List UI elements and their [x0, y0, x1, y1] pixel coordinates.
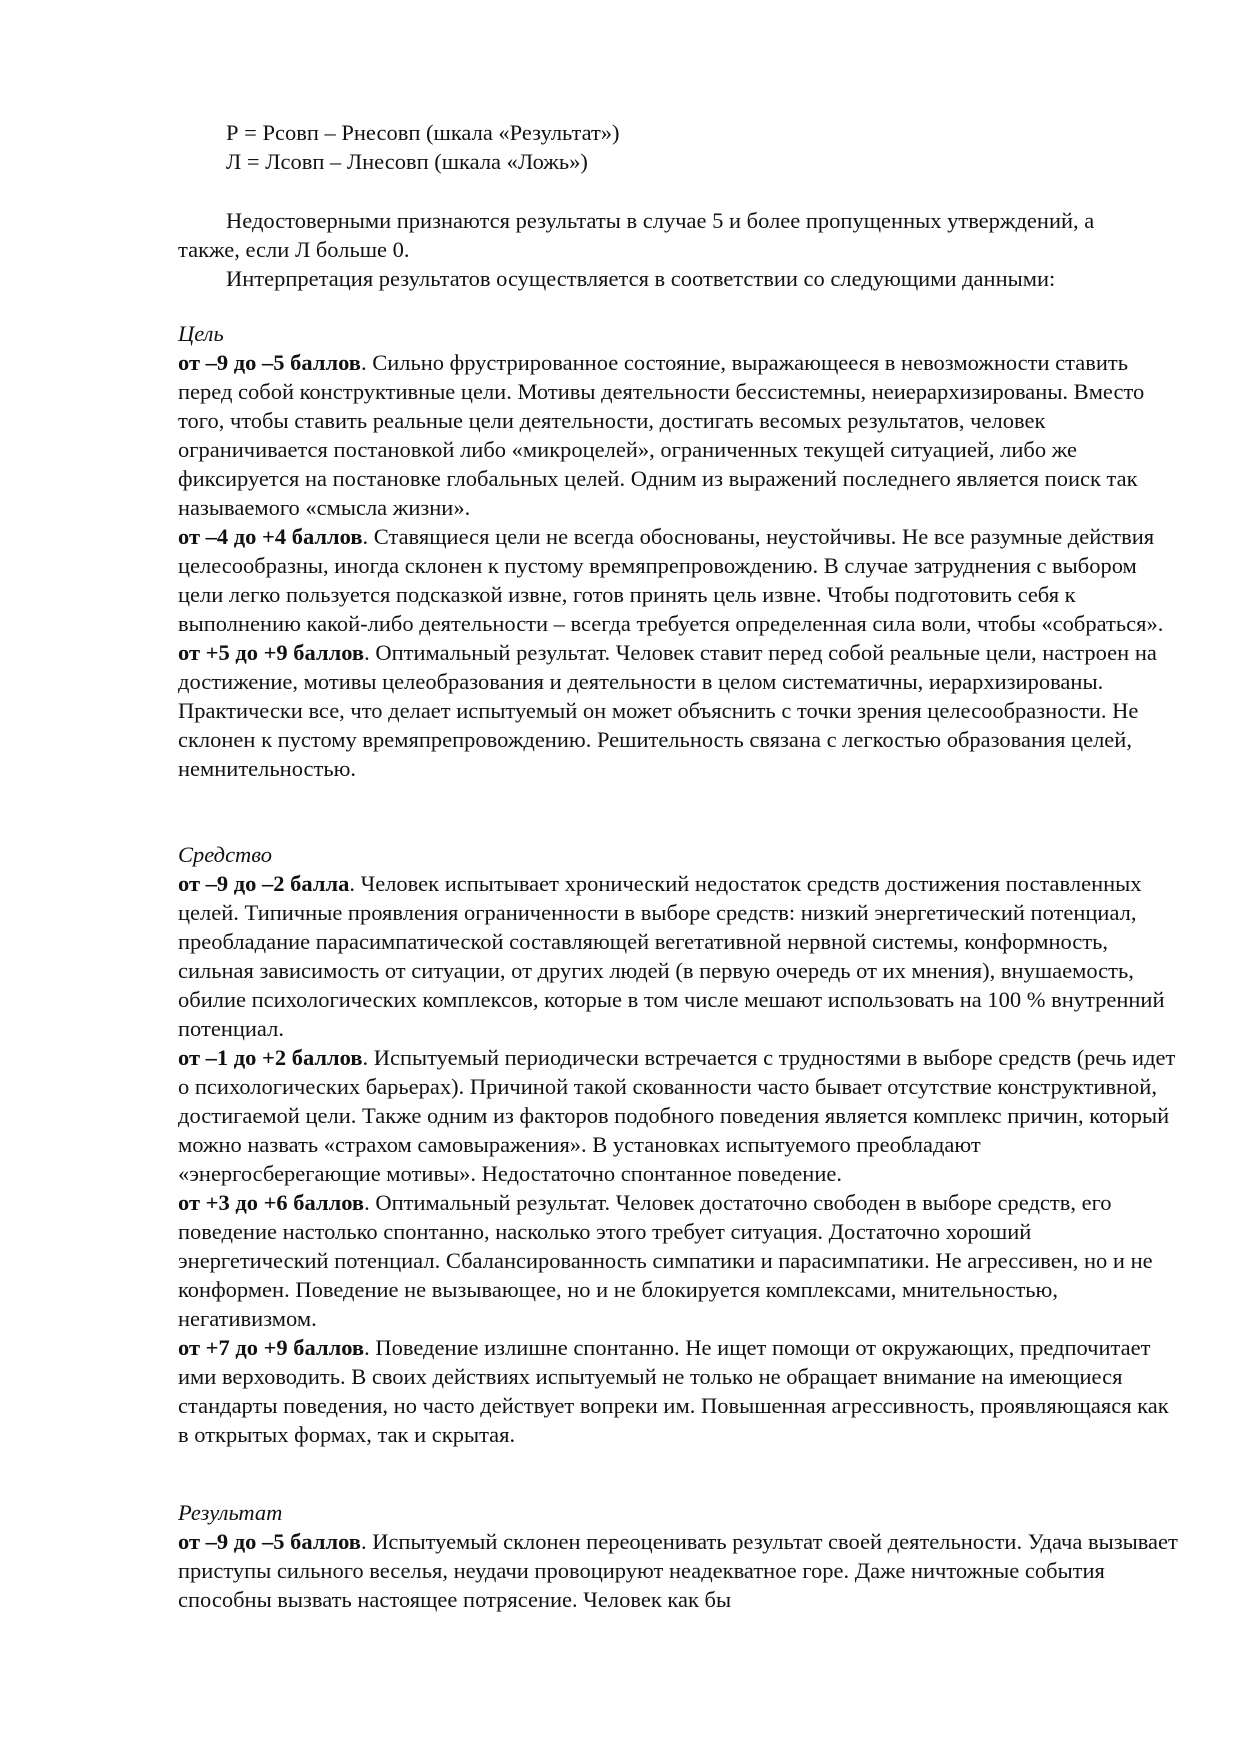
- score-entry: [178, 348, 1178, 522]
- intro-paragraph: Интерпретация результатов осуществляется в соответствии со следующими данными:: [226, 266, 1056, 291]
- formula-lie: Л = Лсовп – Лнесовп (шкала «Ложь»): [226, 149, 588, 174]
- score-description: . Оптимальный результат. Человек достаточно свободен в выборе средств, его поведение настолько спонтанно, насколько этого требует ситуация. Достаточно хороший энергетический потенциал. Сбалансированность симпатики и парасимпатики. Не агрессивен, но и не конформен. Поведение не вызывающее, но и не блокируется комплексами, мнительностью, негативизмом.: [178, 1190, 1153, 1331]
- section-heading: Результат: [178, 1500, 283, 1525]
- formula-block: [226, 118, 620, 176]
- score-entry: [178, 869, 1178, 1043]
- score-range: от +3 до +6 баллов: [178, 1190, 365, 1215]
- score-entry: [178, 1188, 1178, 1333]
- score-range: от –9 до –5 баллов: [178, 1529, 361, 1554]
- section-goal: [178, 319, 1178, 783]
- score-description: . Сильно фрустрированное состояние, выражающееся в невозможности ставить перед собой конструктивные цели. Мотивы деятельности бессистемны, неиерархизированы. Вместо того, чтобы ставить реальные цели деятельности, достигать весомых результатов, человек ограничивается постановкой либо «микроцелей», ограниченных текущей ситуацией, либо же фиксируется на постановке глобальных целей. Одним из выражений последнего является поиск так называемого «смысла жизни».: [178, 350, 1145, 520]
- intro-block: [178, 206, 1158, 293]
- score-entry: [178, 522, 1178, 638]
- section-heading: Цель: [178, 321, 224, 346]
- score-description: . Человек испытывает хронический недостаток средств достижения поставленных целей. Типичные проявления ограниченности в выборе средств: низкий энергетический потенциал, преобладание парасимпатической составляющей вегетативной нервной системы, конформность, сильная зависимость от ситуации, от других людей (в первую очередь от их мнения), внушаемость, обилие психологических комплексов, которые в том числе мешают использовать на 100 % внутренний потенциал.: [178, 871, 1165, 1041]
- score-entry: [178, 1043, 1178, 1188]
- score-description: . Ставящиеся цели не всегда обоснованы, неустойчивы. Не все разумные действия целесообразны, иногда склонен к пустому времяпрепровождению. В случае затруднения с выбором цели легко пользуется подсказкой извне, готов принять цель извне. Чтобы подготовить себя к выполнению какой-либо деятельности – всегда требуется определенная сила воли, чтобы «собраться».: [178, 524, 1164, 636]
- section-heading: Средство: [178, 842, 273, 867]
- score-entry: [178, 638, 1178, 783]
- score-range: от –4 до +4 баллов: [178, 524, 363, 549]
- score-range: от –9 до –5 баллов: [178, 350, 361, 375]
- score-range: от –9 до –2 балла: [178, 871, 350, 896]
- score-description: . Оптимальный результат. Человек ставит перед собой реальные цели, настроен на достижение, мотивы целеобразования и деятельности в целом систематичны, иерархизированы. Практически все, что делает испытуемый он может объяснить с точки зрения целесообразности. Не склонен к пустому времяпрепровождению. Решительность связана с легкостью образования целей, немнительностью.: [178, 640, 1157, 781]
- score-description: . Поведение излишне спонтанно. Не ищет помощи от окружающих, предпочитает ими верховодить. В своих действиях испытуемый не только не обращает внимание на имеющиеся стандарты поведения, но часто действует вопреки им. Повышенная агрессивность, проявляющаяся как в открытых формах, так и скрытая.: [178, 1335, 1169, 1447]
- score-range: от +5 до +9 баллов: [178, 640, 365, 665]
- score-description: . Испытуемый периодически встречается с трудностями в выборе средств (речь идет о психологических барьерах). Причиной такой скованности часто бывает отсутствие конструктивной, достигаемой цели. Также одним из факторов подобного поведения является комплекс причин, который можно назвать «страхом самовыражения». В установках испытуемого преобладают «энергосберегающие мотивы». Недостаточно спонтанное поведение.: [178, 1045, 1176, 1186]
- section-result: [178, 1498, 1178, 1614]
- formula-result: Р = Рсовп – Рнесовп (шкала «Результат»): [226, 120, 620, 145]
- intro-paragraph: Недостоверными признаются результаты в случае 5 и более пропущенных утверждений, а также, если Л больше 0.: [178, 208, 1095, 262]
- score-entry: [178, 1333, 1178, 1449]
- score-range: от +7 до +9 баллов: [178, 1335, 365, 1360]
- score-entry: [178, 1527, 1178, 1614]
- score-description: . Испытуемый склонен переоценивать результат своей деятельности. Удача вызывает приступы сильного веселья, неудачи провоцируют неадекватное горе. Даже ничтожные события способны вызвать настоящее потрясение. Человек как бы: [178, 1529, 1178, 1612]
- score-range: от –1 до +2 баллов: [178, 1045, 363, 1070]
- section-means: [178, 840, 1178, 1449]
